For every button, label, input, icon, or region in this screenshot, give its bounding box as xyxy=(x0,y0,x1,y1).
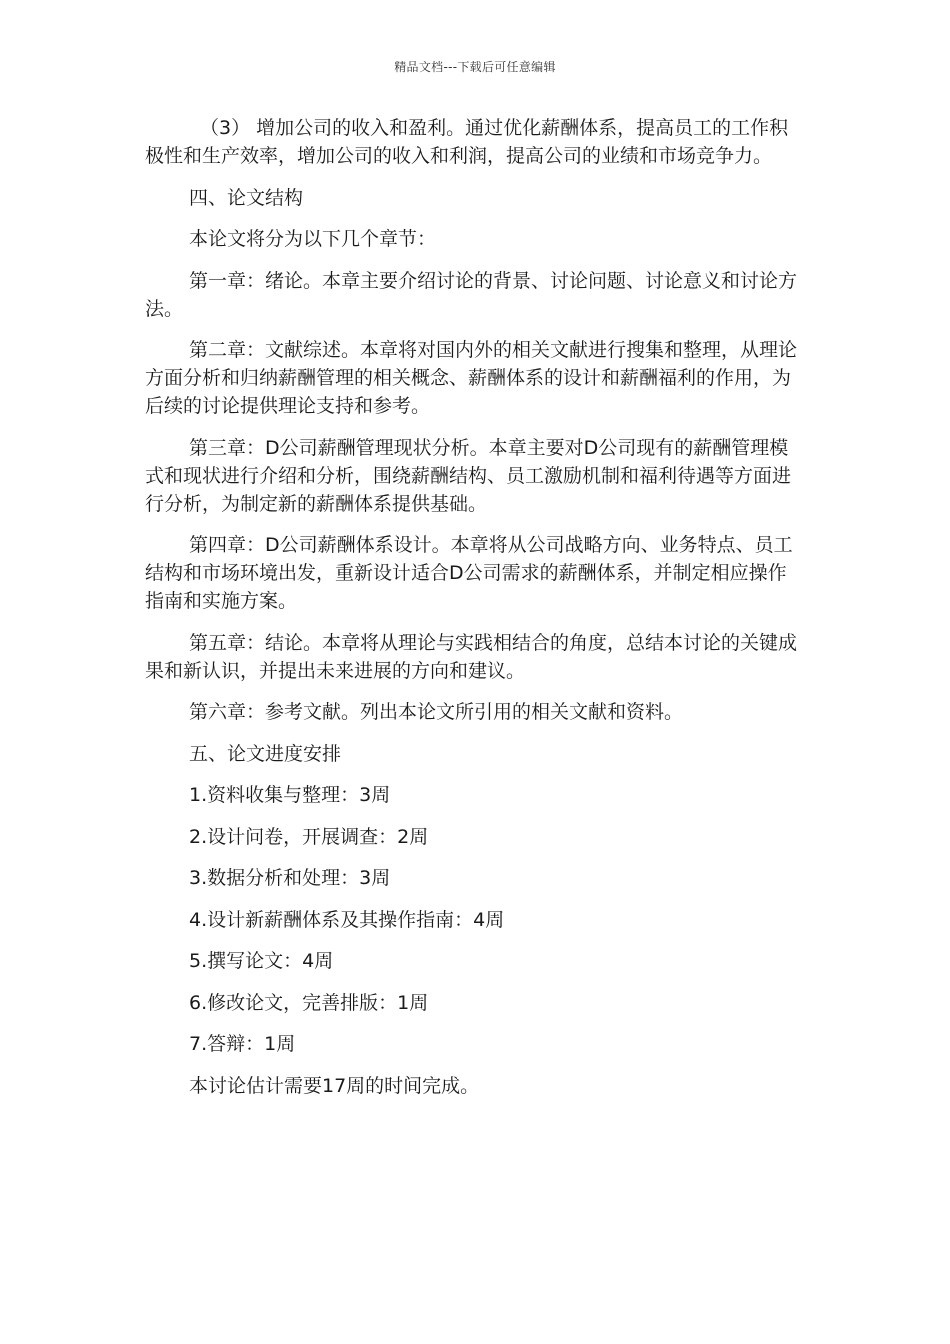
paragraph-chapter-1: 第一章：绪论。本章主要介绍讨论的背景、讨论问题、讨论意义和讨论方法。 xyxy=(145,269,798,320)
schedule-item-4: 4.设计新薪酬体系及其操作指南：4周 xyxy=(189,908,505,931)
page-header: 精品文档---下载后可任意编辑 xyxy=(394,60,556,74)
paragraph-chapter-2: 第二章：文献综述。本章将对国内外的相关文献进行搜集和整理，从理论方面分析和归纳薪酬管理的相关概念、薪酬体系的设计和薪酬福利的作用，为后续的讨论提供理论支持和参考。 xyxy=(145,339,798,417)
paragraph-structure-intro: 本论文将分为以下几个章节： xyxy=(189,228,437,250)
schedule-item-7: 7.答辩：1周 xyxy=(189,1033,296,1055)
paragraph-chapter-4: 第四章：D公司薪酬体系设计。本章将从公司战略方向、业务特点、员工结构和市场环境出发，重新设计适合D公司需求的薪酬体系，并制定相应操作指南和实施方案。 xyxy=(145,534,793,612)
schedule-item-6: 6.修改论文，完善排版：1周 xyxy=(189,991,429,1014)
schedule-item-5: 5.撰写论文：4周 xyxy=(189,950,334,972)
paragraph-total-duration: 本讨论估计需要17周的时间完成。 xyxy=(189,1074,480,1097)
schedule-item-2: 2.设计问卷，开展调查：2周 xyxy=(189,825,429,848)
paragraph-chapter-5: 第五章：结论。本章将从理论与实践相结合的角度，总结本讨论的关键成果和新认识，并提出未来进展的方向和建议。 xyxy=(145,631,798,682)
schedule-item-1: 1.资料收集与整理：3周 xyxy=(189,784,391,806)
section-heading-schedule: 五、论文进度安排 xyxy=(189,742,342,765)
section-heading-thesis-structure: 四、论文结构 xyxy=(189,186,304,209)
paragraph-goal-3: （3） 增加公司的收入和盈利。通过优化薪酬体系，提高员工的工作积极性和生产效率，增加公司的收入和利润，提高公司的业绩和市场竞争力。 xyxy=(145,117,789,167)
schedule-item-3: 3.数据分析和处理：3周 xyxy=(189,867,391,889)
paragraph-chapter-3: 第三章：D公司薪酬管理现状分析。本章主要对D公司现有的薪酬管理模式和现状进行介绍和分析，围绕薪酬结构、员工激励机制和福利待遇等方面进行分析，为制定新的薪酬体系提供基础。 xyxy=(145,436,792,515)
document-body xyxy=(145,114,797,1113)
paragraph-chapter-6: 第六章：参考文献。列出本论文所引用的相关文献和资料。 xyxy=(189,701,684,723)
